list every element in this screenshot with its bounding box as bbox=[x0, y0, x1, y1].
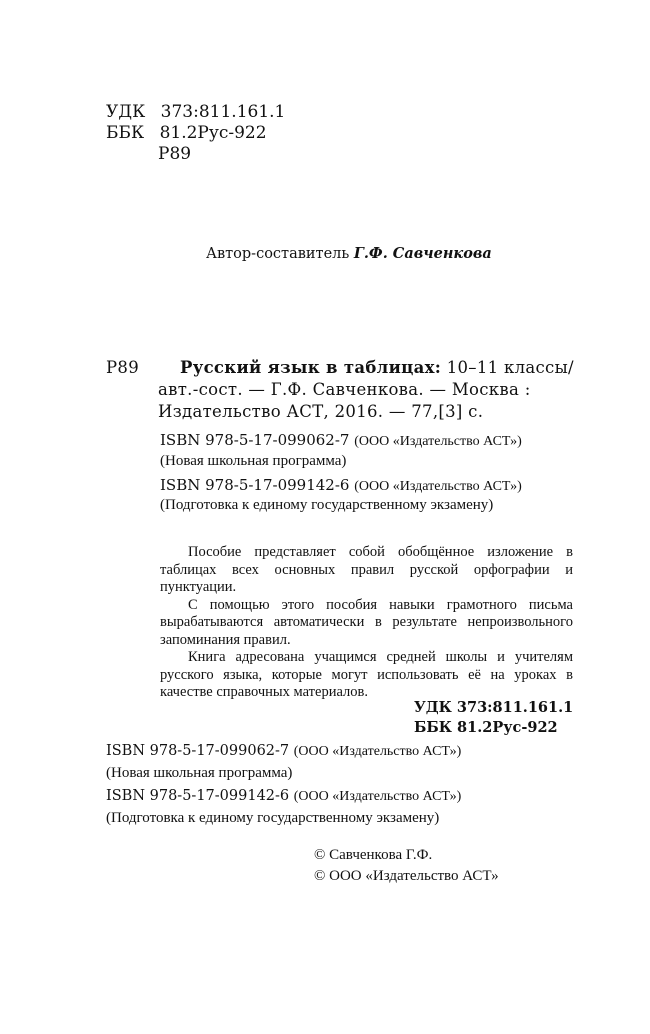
book-grades: 10–11 классы/ bbox=[446, 358, 574, 377]
annotation-paragraph-1: Пособие представляет собой обобщённое изложение в таблицах всех основных правил русской орфографии и пунктуации. bbox=[160, 544, 573, 595]
record-series-1: (Новая школьная программа) bbox=[160, 453, 347, 469]
isbn-line-1 bbox=[106, 743, 461, 760]
annotation bbox=[160, 544, 573, 702]
author-prefix: Автор-составитель bbox=[206, 246, 350, 262]
isbn-publisher: (ООО «Издательство АСТ») bbox=[293, 789, 462, 804]
isbn-line-2 bbox=[106, 788, 461, 805]
author-mark-top: Р89 bbox=[158, 144, 192, 164]
isbn-number: ISBN 978-5-17-099142-6 bbox=[160, 476, 350, 494]
author-line bbox=[206, 245, 492, 262]
copyright-publisher: © ООО «Издательство АСТ» bbox=[314, 868, 499, 884]
bbk-bottom: ББК 81.2Рус-922 bbox=[414, 719, 558, 736]
udk-value: 373:811.161.1 bbox=[160, 102, 286, 122]
bbk-value: 81.2Рус-922 bbox=[159, 123, 267, 143]
udk-label: УДК bbox=[106, 102, 146, 122]
record-line-3: Издательство АСТ, 2016. — 77,[3] с. bbox=[158, 402, 484, 421]
author-name: Г.Ф. Савченкова bbox=[353, 245, 492, 262]
record-line-2: авт.-сост. — Г.Ф. Савченкова. — Москва : bbox=[158, 380, 531, 399]
record-isbn-1 bbox=[160, 431, 522, 450]
record-mark: Р89 bbox=[106, 358, 139, 377]
record-line-1 bbox=[180, 357, 574, 379]
isbn-publisher: (ООО «Издательство АСТ») bbox=[293, 744, 462, 759]
udk-bottom: УДК 373:811.161.1 bbox=[414, 699, 574, 716]
series-line-2: (Подготовка к единому государственному экзамену) bbox=[106, 810, 440, 826]
isbn-number: ISBN 978-5-17-099142-6 bbox=[106, 788, 290, 804]
annotation-paragraph-3: Книга адресована учащимся средней школы и учителям русского языка, которые могут использовать её на уроках в качестве справочных материалов. bbox=[160, 649, 573, 700]
series-line-1: (Новая школьная программа) bbox=[106, 765, 293, 781]
bbk-label: ББК bbox=[106, 123, 145, 143]
book-title: Русский язык в таблицах: bbox=[180, 358, 442, 377]
record-isbn-2 bbox=[160, 476, 522, 495]
bbk-top-line bbox=[106, 123, 267, 144]
isbn-publisher: (ООО «Издательство АСТ») bbox=[354, 434, 522, 449]
annotation-paragraph-2: С помощью этого пособия навыки грамотного письма вырабатываются автоматически в результате непроизвольного запоминания правил. bbox=[160, 596, 573, 648]
record-series-2: (Подготовка к единому государственному экзамену) bbox=[160, 497, 494, 513]
isbn-number: ISBN 978-5-17-099062-7 bbox=[160, 431, 350, 449]
udk-top-line bbox=[106, 102, 285, 123]
isbn-publisher: (ООО «Издательство АСТ») bbox=[354, 479, 522, 494]
copyright-author: © Савченкова Г.Ф. bbox=[314, 847, 433, 863]
isbn-number: ISBN 978-5-17-099062-7 bbox=[106, 743, 290, 759]
